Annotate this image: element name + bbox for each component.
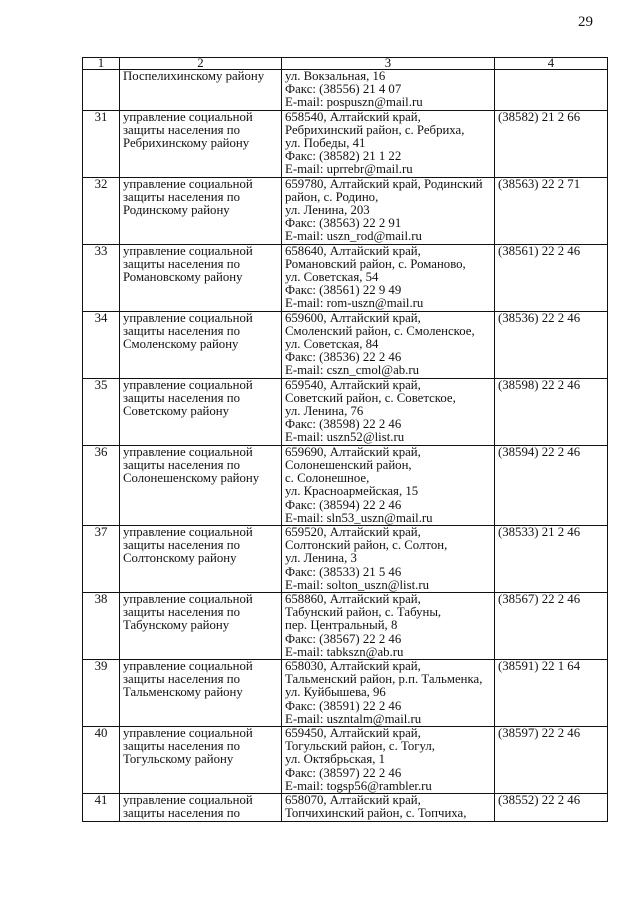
row-number: 38 <box>83 592 120 659</box>
table-body <box>83 70 608 822</box>
agency-address: 658540, Алтайский край, Ребрихинский район, с. Ребриха, ул. Победы, 41 Факс: (38582) 21 1 22 E-mail: uprrebr@mail.ru <box>282 110 495 177</box>
table-row <box>83 177 608 244</box>
agency-phone: (38561) 22 2 46 <box>495 244 608 311</box>
agency-name: управление социальной защиты населения по Тогульскому району <box>120 726 282 793</box>
page-number: 29 <box>578 14 593 30</box>
agency-name: управление социальной защиты населения по Солтонскому району <box>120 525 282 592</box>
agency-address: 659780, Алтайский край, Родинский район, с. Родино, ул. Ленина, 203 Факс: (38563) 22 2 91 E-mail: uszn_rod@mail.ru <box>282 177 495 244</box>
agency-phone: (38563) 22 2 71 <box>495 177 608 244</box>
agency-name: управление социальной защиты населения по Романовскому району <box>120 244 282 311</box>
row-number: 35 <box>83 378 120 445</box>
registry-table <box>82 57 608 822</box>
column-header-2: 2 <box>120 58 282 70</box>
agency-phone: (38598) 22 2 46 <box>495 378 608 445</box>
agency-address: 659520, Алтайский край, Солтонский район, с. Солтон, ул. Ленина, 3 Факс: (38533) 21 5 46 E-mail: solton_uszn@list.ru <box>282 525 495 592</box>
row-number: 34 <box>83 311 120 378</box>
agency-name: управление социальной защиты населения по Смоленскому району <box>120 311 282 378</box>
agency-address: 658860, Алтайский край, Табунский район, с. Табуны, пер. Центральный, 8 Факс: (38567) 22 2 46 E-mail: tabkszn@ab.ru <box>282 592 495 659</box>
table-row <box>83 311 608 378</box>
agency-phone: (38594) 22 2 46 <box>495 445 608 525</box>
row-number: 39 <box>83 659 120 726</box>
agency-address: 659450, Алтайский край, Тогульский район, с. Тогул, ул. Октябрьская, 1 Факс: (38597) 22 2 46 E-mail: togsp56@rambler.ru <box>282 726 495 793</box>
column-header-4: 4 <box>495 58 608 70</box>
agency-name: управление социальной защиты населения по Советскому району <box>120 378 282 445</box>
agency-name: управление социальной защиты населения по Табунскому району <box>120 592 282 659</box>
row-number: 32 <box>83 177 120 244</box>
column-header-1: 1 <box>83 58 120 70</box>
agency-phone: (38582) 21 2 66 <box>495 110 608 177</box>
agency-name: управление социальной защиты населения по Ребрихинскому району <box>120 110 282 177</box>
table-row <box>83 378 608 445</box>
row-number: 31 <box>83 110 120 177</box>
table-row <box>83 110 608 177</box>
agency-address: 659600, Алтайский край, Смоленский район, с. Смоленское, ул. Советская, 84 Факс: (38536) 22 2 46 E-mail: cszn_cmol@ab.ru <box>282 311 495 378</box>
agency-phone: (38552) 22 2 46 <box>495 793 608 821</box>
table-row <box>83 592 608 659</box>
table-row <box>83 445 608 525</box>
agency-address: 659540, Алтайский край, Советский район, с. Советское, ул. Ленина, 76 Факс: (38598) 22 2 46 E-mail: uszn52@list.ru <box>282 378 495 445</box>
table-row <box>83 726 608 793</box>
agency-phone: (38597) 22 2 46 <box>495 726 608 793</box>
table-row <box>83 793 608 821</box>
agency-address: 658640, Алтайский край, Романовский район, с. Романово, ул. Советская, 54 Факс: (38561) 22 9 49 E-mail: rom-uszn@mail.ru <box>282 244 495 311</box>
table-row <box>83 659 608 726</box>
agency-address: 658070, Алтайский край, Топчихинский район, с. Топчиха, <box>282 793 495 821</box>
agency-name: Поспелихинскому району <box>120 70 282 111</box>
table-row <box>83 244 608 311</box>
agency-phone: (38567) 22 2 46 <box>495 592 608 659</box>
table-row <box>83 525 608 592</box>
agency-phone: (38591) 22 1 64 <box>495 659 608 726</box>
agency-address: ул. Вокзальная, 16 Факс: (38556) 21 4 07 E-mail: pospuszn@mail.ru <box>282 70 495 111</box>
row-number: 33 <box>83 244 120 311</box>
row-number <box>83 70 120 111</box>
column-header-3: 3 <box>282 58 495 70</box>
row-number: 40 <box>83 726 120 793</box>
row-number: 36 <box>83 445 120 525</box>
agency-phone: (38536) 22 2 46 <box>495 311 608 378</box>
table-header <box>83 58 608 70</box>
agency-name: управление социальной защиты населения по Родинскому району <box>120 177 282 244</box>
agency-phone <box>495 70 608 111</box>
agency-address: 659690, Алтайский край, Солонешенский район, с. Солонешное, ул. Красноармейская, 15 Факс: (38594) 22 2 46 E-mail: sln53_uszn@mail.ru <box>282 445 495 525</box>
header-row <box>83 58 608 70</box>
table-row <box>83 70 608 111</box>
agency-name: управление социальной защиты населения по <box>120 793 282 821</box>
row-number: 37 <box>83 525 120 592</box>
agency-address: 658030, Алтайский край, Тальменский район, р.п. Тальменка, ул. Куйбышева, 96 Факс: (38591) 22 2 46 E-mail: uszntalm@mail.ru <box>282 659 495 726</box>
row-number: 41 <box>83 793 120 821</box>
agency-phone: (38533) 21 2 46 <box>495 525 608 592</box>
agency-name: управление социальной защиты населения по Солонешенскому району <box>120 445 282 525</box>
agency-name: управление социальной защиты населения по Тальменскому району <box>120 659 282 726</box>
